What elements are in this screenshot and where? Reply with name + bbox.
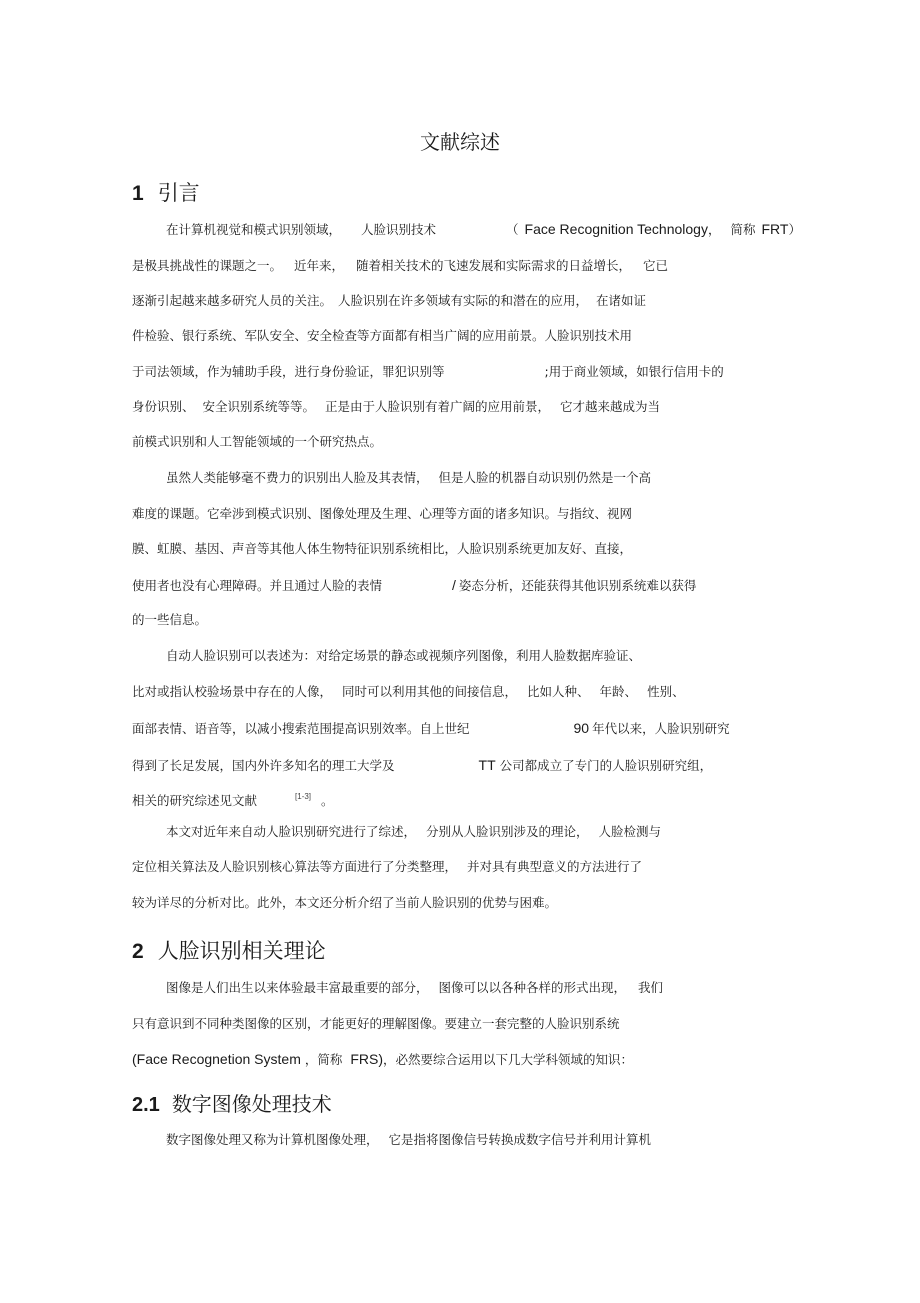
- section-title: 数字图像处理技术: [171, 1092, 332, 1116]
- text-span: 得到了长足发展，国内外许多知名的理工大学及: [132, 758, 395, 773]
- text-span: 只有意识到不同种类图像的区别，才能更好的理解图像。要建立一套完整的人脸识别系统: [132, 1016, 620, 1031]
- text-line: [132, 859, 642, 875]
- text-line: [166, 824, 661, 840]
- text-span: 膜、虹膜、基因、声音等其他人体生物特征识别系统相比，人脸识别系统更加友好、直接，: [132, 541, 633, 556]
- text-span: ）: [788, 222, 801, 237]
- section-title: 人脸识别相关理论: [157, 939, 326, 963]
- text-span: 定位相关算法及人脸识别核心算法等方面进行了分类整理，: [132, 859, 458, 874]
- text-span: 年龄、: [599, 684, 638, 699]
- text-span: 安全识别系统等等。: [202, 399, 316, 414]
- text-span: 并对具有典型意义的方法进行了: [467, 859, 643, 874]
- text-line: [166, 1132, 651, 1148]
- text-span: 。: [321, 793, 334, 808]
- text-line: [132, 541, 632, 557]
- text-span: 面部表情、语音等，以减小搜索范围提高识别效率。自上世纪: [132, 721, 470, 736]
- text-span: 简称: [730, 222, 756, 237]
- text-span: 性别、: [647, 684, 685, 699]
- text-span: 件检验、银行系统、军队安全、安全检查等方面都有相当广阔的应用前景。人脸识别技术用: [132, 328, 633, 343]
- document-title: 文献综述: [420, 130, 500, 154]
- text-span: 它已: [643, 258, 669, 273]
- text-line: [132, 684, 685, 700]
- text-span: 人脸检测与: [598, 824, 662, 839]
- text-span: 于司法领域，作为辅助手段，进行身份验证，罪犯识别等: [132, 364, 445, 379]
- section-1-heading: [132, 177, 200, 207]
- section-number: 2.1: [132, 1094, 160, 1116]
- text-span: 它才越来越成为当: [560, 399, 661, 414]
- text-span: 近年来，: [294, 258, 345, 273]
- text-span: 较为详尽的分析对比。此外，本文还分析介绍了当前人脸识别的优势与困难。: [132, 895, 558, 910]
- text-span: TT: [478, 757, 496, 773]
- text-span: 在计算机视觉和模式识别领域，: [166, 222, 342, 237]
- text-span: 身份识别、: [132, 399, 195, 414]
- text-span: /: [452, 577, 456, 593]
- text-span: 相关的研究综述见文献: [132, 793, 258, 808]
- text-span: ，: [707, 222, 721, 237]
- text-span: Face Recognition Technology: [524, 221, 708, 237]
- section-2-heading: [132, 935, 326, 965]
- text-line: [132, 612, 207, 628]
- text-line: [132, 789, 334, 809]
- text-span: ，简称: [304, 1052, 343, 1067]
- text-span: 但是人脸的机器自动识别仍然是一个高: [438, 470, 652, 485]
- section-number: 2: [132, 940, 144, 963]
- text-span: 使用者也没有心理障碍。并且通过人脸的表情: [132, 578, 383, 593]
- text-line: [166, 221, 801, 238]
- text-span: 人脸识别技术: [361, 222, 437, 237]
- text-span: 数字图像处理又称为计算机图像处理，: [166, 1132, 379, 1147]
- text-line: [132, 1016, 620, 1032]
- text-span: 随着相关技术的飞速发展和实际需求的日益增长，: [356, 258, 632, 273]
- text-span: 90: [573, 720, 590, 736]
- text-span: FRT: [761, 221, 789, 237]
- text-line: [132, 506, 632, 522]
- text-line: [166, 980, 663, 996]
- text-line: [132, 328, 632, 344]
- text-line: [132, 720, 730, 737]
- text-span: （: [506, 222, 519, 237]
- text-span: 在诸如证: [596, 293, 647, 308]
- text-line: [132, 757, 712, 774]
- text-line: [132, 895, 557, 911]
- text-span: 姿态分析，还能获得其他识别系统难以获得: [458, 578, 697, 593]
- text-line: [132, 258, 668, 274]
- section-title: 引言: [157, 181, 200, 205]
- text-span: 前模式识别和人工智能领域的一个研究热点。: [132, 434, 383, 449]
- text-span: 的一些信息。: [132, 612, 208, 627]
- text-span: ;用于商业领域，如银行信用卡的: [544, 364, 724, 379]
- text-span: ，必然要综合运用以下几大学科领域的知识：: [383, 1052, 634, 1067]
- section-number: 1: [132, 182, 144, 205]
- text-span: 难度的课题。它牵涉到模式识别、图像处理及生理、心理等方面的诸多知识。与指纹、视网: [132, 506, 633, 521]
- text-span: 公司都成立了专门的人脸识别研究组，: [499, 758, 713, 773]
- text-line: [166, 648, 641, 664]
- text-span: (Face Recognetion System: [132, 1051, 301, 1067]
- text-line: [166, 470, 651, 486]
- text-span: 图像是人们出生以来体验最丰富最重要的部分，: [166, 980, 429, 995]
- text-span: 图像可以以各种各样的形式出现，: [438, 980, 627, 995]
- text-span: 人脸识别在许多领域有实际的和潜在的应用，: [338, 293, 589, 308]
- text-span: 分别从人脸识别涉及的理论，: [426, 824, 589, 839]
- text-line: [132, 399, 660, 415]
- text-span: 正是由于人脸识别有着广阔的应用前景，: [325, 399, 551, 414]
- text-span: 虽然人类能够毫不费力的识别出人脸及其表情，: [166, 470, 429, 485]
- text-span: 逐渐引起越来越多研究人员的关注。: [132, 293, 333, 308]
- text-span: 自动人脸识别可以表述为：对给定场景的静态或视频序列图像，利用人脸数据库验证、: [166, 648, 642, 663]
- text-line: [132, 1051, 633, 1068]
- text-span: 比如人种、: [527, 684, 590, 699]
- text-span: 同时可以利用其他的间接信息，: [342, 684, 518, 699]
- text-line: [132, 364, 724, 380]
- text-line: [132, 577, 696, 594]
- text-span: 我们: [638, 980, 664, 995]
- text-line: [132, 434, 382, 450]
- text-span: 是极具挑战性的课题之一。: [132, 258, 283, 273]
- text-span: 本文对近年来自动人脸识别研究进行了综述，: [166, 824, 417, 839]
- text-span: 它是指将图像信号转换成数字信号并利用计算机: [388, 1132, 652, 1147]
- citation: [1-3]: [295, 792, 312, 801]
- text-span: 比对或指认校验场景中存在的人像，: [132, 684, 333, 699]
- text-span: FRS): [350, 1051, 384, 1067]
- text-span: 年代以来，人脸识别研究: [592, 721, 730, 736]
- text-line: [132, 293, 646, 309]
- section-2-1-heading: [132, 1088, 332, 1117]
